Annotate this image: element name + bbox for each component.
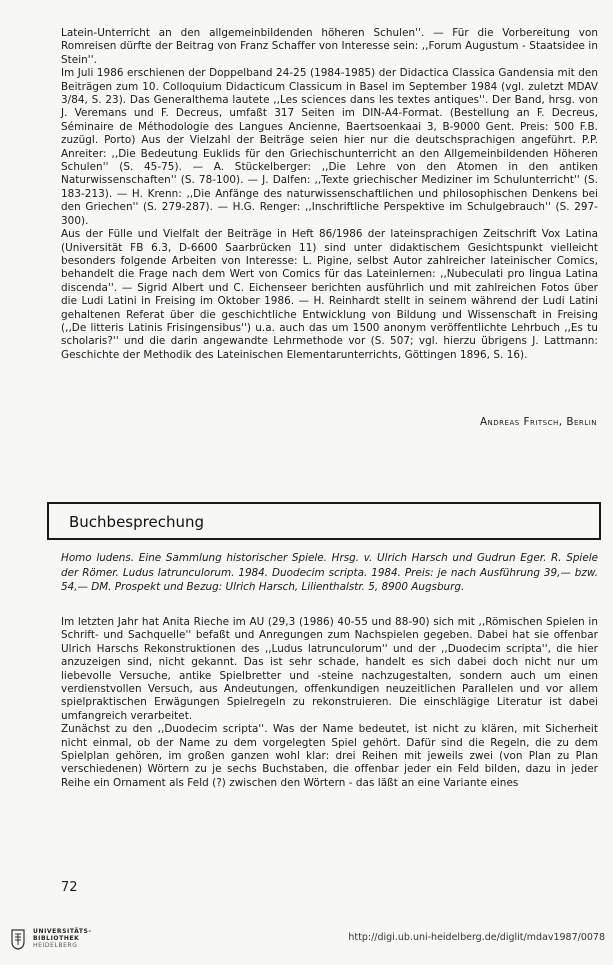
page-number: 72 [61,880,78,895]
library-logo-icon [10,928,26,950]
review-bibliography: Homo ludens. Eine Sammlung historischer Spiele. Hrsg. v. Ulrich Harsch und Gudrun Eger. R. Spiele der Römer. Ludus latrunculorum. 1984. Duodecim scripta. 1984. Preis: je nach Ausführung 39,— bzw. 54,— DM. Prospekt und Bezug: Ulrich Harsch, Lilienthalstr. 5, 8900 Augsburg. [61,552,598,594]
footer [0,918,613,965]
paragraph: Im Juli 1986 erschienen der Doppelband 24-25 (1984-1985) der Didactica Classica Gandensia mit den Beiträgen zum 10. Colloquium Didacticum Classicum in Basel im September 1984 (vgl. zuletzt MDAV 3/84, S. 23). Das Generalthema lautete ,,Les sciences dans les textes antiques''. Der Band, hrsg. von J. Veremans und F. Decreus, umfaßt 317 Seiten im DIN-A4-Format. (Bestellung an F. Decreus, Séminaire de Méthodologie des Langues Ancienne, Baertsoenkaai 3, B-9000 Gent. Preis: 500 F.B. zuzügl. Porto) Aus der Vielzahl der Beiträge seien hier nur die deutschsprachigen angeführt. P.P. Anreiter: ,,Die Bedeutung Euklids für den Griechischunterricht an den Allgemeinbildenden Höheren Schulen'' (S. 45-75). — A. Stückelberger: ,,Die Lehre von den Atomen in den antiken Naturwissenschaften'' (S. 78-100). — J. Dalfen: ,,Texte griechischer Mediziner im Schulunterricht'' (S. 183-213). — H. Krenn: ,,Die Anfänge des naturwissenschaftlichen und philosophischen Denkens bei den Griechen'' (S. 279-287). — H.G. Renger: ,,Inschriftliche Perspektive im Schulgebrauch'' (S. 297-300). [61,67,598,227]
source-url-link[interactable]: http://digi.ub.uni-heidelberg.de/diglit/mdav1987/0078 [348,932,605,943]
paragraph: Latein-Unterricht an den allgemeinbildenden höheren Schulen''. — Für die Vorbereitung von Romreisen dürfte der Beitrag von Franz Schaffer von Interesse sein: ,,Forum Augustum - Staatsidee in Stein''. [61,27,598,66]
library-line: UNIVERSITÄTS- [33,928,92,935]
author-signature: Andreas Fritsch, Berlin [479,416,597,428]
paragraph: Aus der Fülle und Vielfalt der Beiträge in Heft 86/1986 der lateinsprachigen Zeitschrift Vox Latina (Universität FB 6.3, D-6600 Saarbrücken 11) sind unter didaktischem Gesichtspunkt vielleicht besonders folgende Arbeiten von Interesse: L. Pigine, selbst Autor zahlreicher lateinischer Comics, behandelt die Frage nach dem Wert von Comics für das Lateinlernen: ,,Nubeculati pro lingua Latina discenda''. — Sigrid Albert und C. Eichenseer berichten ausführlich und mit zahlreichen Fotos über die Ludi Latini in Freising im Oktober 1986. — H. Reinhardt stellt in seinem während der Ludi Latini gehaltenen Referat über die geschichtliche Entwicklung von Bildung und Wissenschaft in Freising (,,De litteris Latinis Frisingensibus'') u.a. auch das um 1500 anonym veröffentlichte Lehrbuch ,,Es tu scholaris?'' und die darin angewandte Lehrmethode vor (S. 507; vgl. hierzu übrigens J. Lattmann: Geschichte der Methodik des Lateinischen Elementarunterrichts, Göttingen 1896, S. 16). [61,228,598,361]
library-line: HEIDELBERG [33,942,78,949]
section-heading-box [47,502,601,540]
section-heading: Buchbesprechung [69,513,204,531]
review-text [61,616,598,790]
library-line: BIBLIOTHEK [33,935,80,942]
paragraph: Im letzten Jahr hat Anita Rieche im AU (29,3 (1986) 40-55 und 88-90) sich mit ,,Römischen Spielen in Schrift- und Sachquelle'' befaßt und Anregungen zum Nachspielen gegeben. Dabei hat sie offenbar Ulrich Harschs Rekonstruktionen des ,,Ludus latrunculorum'' und der ,,Duodecim scripta'', die hier anzuzeigen sind, nicht gekannt. Das ist sehr schade, handelt es sich dabei doch nicht nur um liebevolle Versuche, antike Spielbretter und -steine nachzugestalten, sondern auch um einen verdienstvollen Versuch, aus Andeutungen, offenkundigen neuzeitlichen Parallelen und vor allem spielpraktischen Erwägungen Spielregeln zu rekonstruieren. Die einschlägige Literatur ist dabei umfangreich verarbeitet. [61,616,598,722]
upper-article-text [61,27,598,362]
paragraph: Zunächst zu den ,,Duodecim scripta''. Was der Name bedeutet, ist nicht zu klären, mit Sicherheit nicht einmal, ob der Name zu dem vorgelegten Spiel gehört. Dafür sind die Regeln, die zu dem Spielplan gehören, im großen ganzen wohl klar: drei Reihen mit jeweils zwei (von Plan zu Plan verschiedenen) Wörtern zu je sechs Buchstaben, die offenbar jeder ein Feld bilden, dazu in jeder Reihe ein Ornament als Feld (?) zwischen den Wörtern - das läßt an eine Variante eines [61,723,598,789]
library-name [33,928,92,949]
